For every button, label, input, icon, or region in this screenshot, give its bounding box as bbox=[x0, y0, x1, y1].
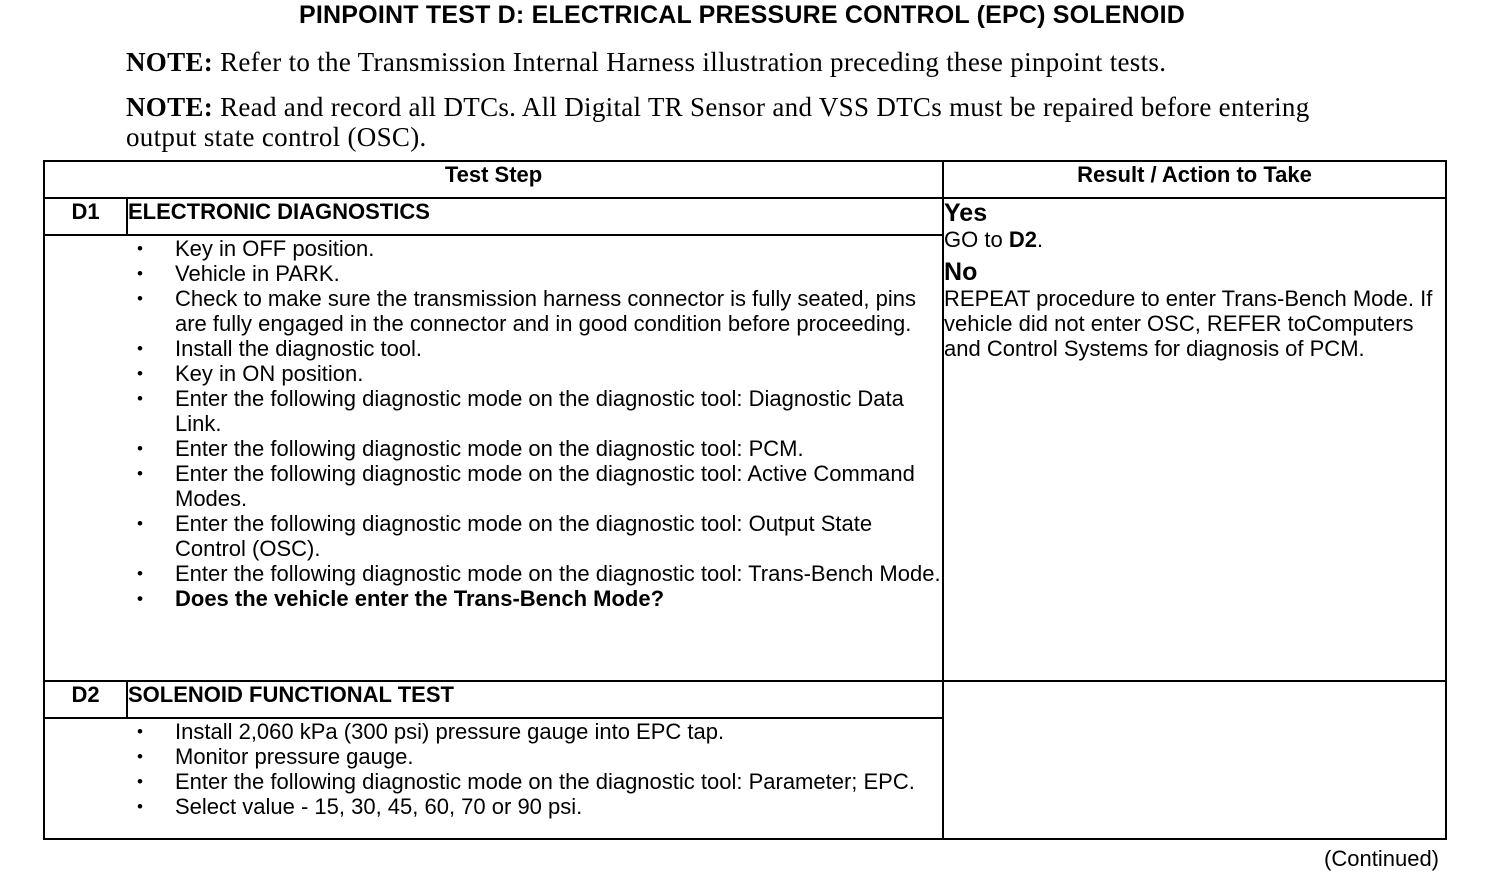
pinpoint-test-table bbox=[43, 160, 1447, 840]
result-cell-d1 bbox=[943, 198, 1446, 681]
yes-target-step: D2 bbox=[1008, 227, 1037, 252]
result-header: Result / Action to Take bbox=[943, 161, 1446, 198]
result-cell-d2 bbox=[943, 681, 1446, 839]
no-label: No bbox=[944, 258, 978, 286]
step-title-d2: SOLENOID FUNCTIONAL TEST bbox=[127, 681, 943, 718]
step-body-d2 bbox=[44, 718, 943, 839]
note-text: Refer to the Transmission Internal Harness illustration preceding these pinpoint tests. bbox=[220, 47, 1167, 77]
step-id-d2: D2 bbox=[44, 681, 127, 718]
note-dtcs bbox=[126, 92, 1386, 152]
test-step-header: Test Step bbox=[44, 161, 943, 198]
page-title: PINPOINT TEST D: ELECTRICAL PRESSURE CONTROL (EPC) SOLENOID bbox=[299, 1, 1185, 29]
yes-action-text: GO to bbox=[944, 227, 1009, 252]
yes-action bbox=[944, 227, 1445, 252]
step-title-d1: ELECTRONIC DIAGNOSTICS bbox=[127, 198, 943, 235]
note-text: Read and record all DTCs. All Digital TR Sensor and VSS DTCs must be repaired before entering output state control (OSC). bbox=[126, 92, 1310, 152]
note-harness bbox=[126, 47, 1386, 77]
list-item: • Select value - 15, 30, 45, 60, 70 or 90 psi. bbox=[175, 794, 942, 819]
step-title-row bbox=[44, 681, 1446, 718]
list-item: • Enter the following diagnostic mode on the diagnostic tool: Active Command Modes. bbox=[175, 461, 942, 511]
list-item: • Enter the following diagnostic mode on the diagnostic tool: Diagnostic Data Link. bbox=[175, 386, 942, 436]
continued-label: (Continued) bbox=[1324, 846, 1439, 871]
list-item: • Install 2,060 kPa (300 psi) pressure gauge into EPC tap. bbox=[175, 719, 942, 744]
list-item: • Enter the following diagnostic mode on the diagnostic tool: Parameter; EPC. bbox=[175, 769, 942, 794]
step-id-d1: D1 bbox=[44, 198, 127, 235]
list-item: • Vehicle in PARK. bbox=[175, 261, 942, 286]
list-item: • Check to make sure the transmission harness connector is fully seated, pins are fully engaged in the connector and in good condition before proceeding. bbox=[175, 286, 942, 336]
step-body-d1 bbox=[44, 235, 943, 681]
no-action: REPEAT procedure to enter Trans-Bench Mode. If vehicle did not enter OSC, REFER toComputers and Control Systems for diagnosis of PCM. bbox=[944, 286, 1433, 361]
step-question: • Does the vehicle enter the Trans-Bench Mode? bbox=[175, 586, 942, 611]
list-item: • Install the diagnostic tool. bbox=[175, 336, 942, 361]
table-header-row bbox=[44, 161, 1446, 198]
note-label: NOTE: bbox=[126, 92, 214, 122]
list-item: • Enter the following diagnostic mode on the diagnostic tool: Trans-Bench Mode. bbox=[175, 561, 942, 586]
step-bullets-d1 bbox=[45, 236, 942, 611]
yes-label: Yes bbox=[944, 199, 988, 227]
list-item: • Enter the following diagnostic mode on the diagnostic tool: Output State Control (OSC). bbox=[175, 511, 942, 561]
list-item: • Enter the following diagnostic mode on the diagnostic tool: PCM. bbox=[175, 436, 942, 461]
step-title-row bbox=[44, 198, 1446, 235]
step-bullets-d2 bbox=[45, 719, 942, 819]
list-item: • Key in ON position. bbox=[175, 361, 942, 386]
yes-action-suffix: . bbox=[1036, 227, 1044, 252]
list-item: • Key in OFF position. bbox=[175, 236, 942, 261]
list-item: • Monitor pressure gauge. bbox=[175, 744, 942, 769]
note-label: NOTE: bbox=[126, 47, 214, 77]
